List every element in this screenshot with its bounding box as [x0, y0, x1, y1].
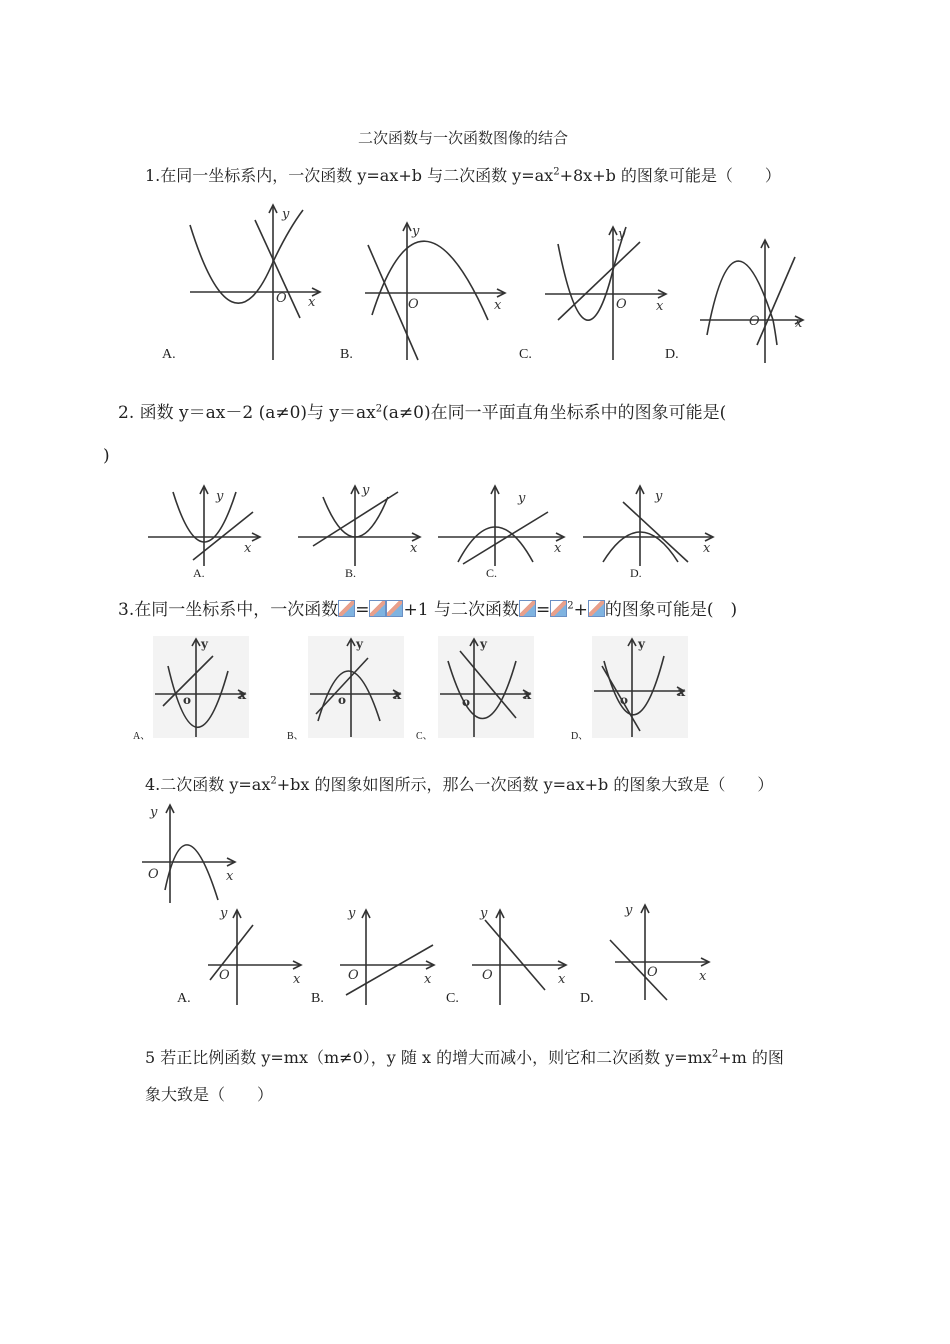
q3-text-pre: 3.在同一坐标系中，一次函数	[118, 600, 339, 620]
origin-label: O	[482, 968, 493, 983]
axis-x-label: x	[678, 685, 686, 699]
axis-y-label: y	[201, 637, 208, 651]
axis-x-label: x	[308, 295, 316, 310]
axis-y-label: y	[356, 637, 363, 651]
origin-label: o	[183, 693, 192, 707]
axis-x-label: x	[394, 688, 402, 702]
q3-option-a: A、	[133, 731, 151, 742]
page-title: 二次函数与一次函数图像的结合	[358, 129, 569, 147]
question-1	[145, 166, 781, 186]
q4-figure-a	[205, 905, 305, 1007]
formula-image-icon	[338, 600, 355, 617]
q2-text-pre: 2. 函数 y＝ax－2 (a≠0)与 y＝ax	[118, 403, 376, 423]
q5-line-2: 象大致是（ ）	[145, 1085, 274, 1104]
axis-y-label: y	[480, 637, 487, 651]
q3-figure-d	[592, 636, 688, 738]
axis-x-label: x	[494, 298, 502, 313]
q3-option-c: C、	[416, 731, 433, 742]
q1-figure-b	[360, 215, 520, 365]
q1-option-c: C.	[519, 347, 532, 362]
axis-x-label: x	[656, 299, 664, 314]
q3-option-d: D、	[571, 731, 589, 742]
q2-option-b: B.	[345, 566, 357, 580]
q1-figure-a	[160, 200, 330, 365]
origin-label: O	[148, 867, 159, 882]
origin-label: o	[338, 693, 347, 707]
axis-y-label: y	[282, 207, 290, 222]
axis-x-label: x	[703, 541, 711, 556]
axis-x-label: x	[244, 541, 252, 556]
question-3	[118, 600, 737, 620]
axis-x-label: x	[226, 869, 234, 884]
q4-figure-d	[605, 900, 715, 1002]
axis-y-label: y	[348, 906, 356, 921]
q4-option-c: C.	[446, 991, 459, 1006]
q2-option-a: A.	[193, 566, 205, 580]
q2-figure-a	[148, 482, 268, 567]
origin-label: O	[276, 291, 287, 306]
axis-x-label: x	[699, 969, 707, 984]
question-5	[145, 1048, 784, 1068]
formula-image-icon	[519, 600, 536, 617]
axis-x-label: x	[558, 972, 566, 987]
q1-sup: 2	[553, 166, 560, 178]
q4-figure-b	[338, 905, 438, 1007]
q3-text-mid4: +	[573, 600, 588, 620]
axis-y-label: y	[625, 903, 633, 918]
q3-sup: 2	[567, 600, 574, 612]
origin-label: O	[408, 297, 419, 312]
axis-y-label: y	[362, 483, 370, 498]
q1-figure-c	[540, 222, 680, 362]
axis-x-label: x	[524, 688, 532, 702]
q2-sup: 2	[375, 403, 383, 415]
q4-option-b: B.	[311, 991, 324, 1006]
q4-main-figure	[140, 800, 240, 905]
axis-y-label: y	[480, 906, 488, 921]
formula-image-icon	[369, 600, 386, 617]
formula-image-icon	[588, 600, 605, 617]
q2-figure-d	[583, 482, 718, 567]
axis-x-label: x	[239, 688, 247, 702]
q5-sup: 2	[711, 1048, 719, 1060]
axis-y-label: y	[220, 906, 228, 921]
q5-text-post: +m 的图	[718, 1048, 784, 1067]
q4-text-post: +bx 的图象如图所示，那么一次函数 y=ax+b 的图象大致是（ ）	[276, 775, 774, 794]
q2-line-2: )	[103, 446, 110, 466]
question-4	[145, 775, 773, 795]
q4-sup: 2	[270, 775, 277, 787]
q2-figure-c	[438, 482, 568, 567]
origin-label: O	[616, 297, 627, 312]
q5-text-pre: 5 若正比例函数 y=mx（m≠0），y 随 x 的增大而减小，则它和二次函数 y=mx	[145, 1048, 712, 1067]
q1-text-pre: 1.在同一坐标系内，一次函数 y=ax+b 与二次函数 y=ax	[145, 166, 554, 185]
axis-x-label: x	[424, 972, 432, 987]
q3-figure-b	[308, 636, 404, 738]
origin-label: O	[749, 314, 760, 329]
axis-y-label: y	[638, 637, 645, 651]
formula-image-icon	[550, 600, 567, 617]
q4-figure-c	[470, 905, 570, 1007]
q1-option-d: D.	[665, 347, 679, 362]
axis-y-label: y	[150, 805, 158, 820]
q3-text-mid3: =	[535, 600, 551, 620]
origin-label: O	[219, 968, 230, 983]
axis-x-label: x	[795, 316, 803, 331]
q3-figure-c	[438, 636, 534, 738]
q3-figure-a	[153, 636, 249, 738]
axis-y-label: y	[518, 491, 526, 506]
axis-y-label: y	[618, 227, 626, 242]
q2-text-post: (a≠0)在同一平面直角坐标系中的图象可能是(	[382, 403, 727, 423]
axis-x-label: x	[554, 541, 562, 556]
q4-option-a: A.	[177, 991, 191, 1006]
q2-option-c: C.	[486, 566, 498, 580]
q1-option-a: A.	[162, 347, 176, 362]
q1-figure-d	[695, 235, 810, 365]
q1-option-b: B.	[340, 347, 353, 362]
axis-y-label: y	[655, 489, 663, 504]
formula-image-icon	[386, 600, 403, 617]
q3-option-b: B、	[287, 731, 304, 742]
origin-label: O	[348, 968, 359, 983]
axis-x-label: x	[410, 541, 418, 556]
origin-label: o	[620, 693, 629, 707]
origin-label: o	[462, 695, 471, 709]
axis-y-label: y	[412, 224, 420, 239]
q1-text-post: +8x+b 的图象可能是（ ）	[559, 166, 781, 185]
q2-figure-b	[298, 482, 423, 567]
axis-x-label: x	[293, 972, 301, 987]
q4-text-pre: 4.二次函数 y=ax	[145, 775, 271, 794]
q4-option-d: D.	[580, 991, 594, 1006]
q3-text-mid1: =	[355, 600, 370, 620]
q2-option-d: D.	[630, 566, 642, 580]
q3-text-post: 的图象可能是( )	[604, 600, 738, 620]
q3-text-mid2: +1 与二次函数	[403, 600, 519, 620]
axis-y-label: y	[216, 489, 224, 504]
origin-label: O	[647, 965, 658, 980]
question-2	[118, 403, 726, 423]
